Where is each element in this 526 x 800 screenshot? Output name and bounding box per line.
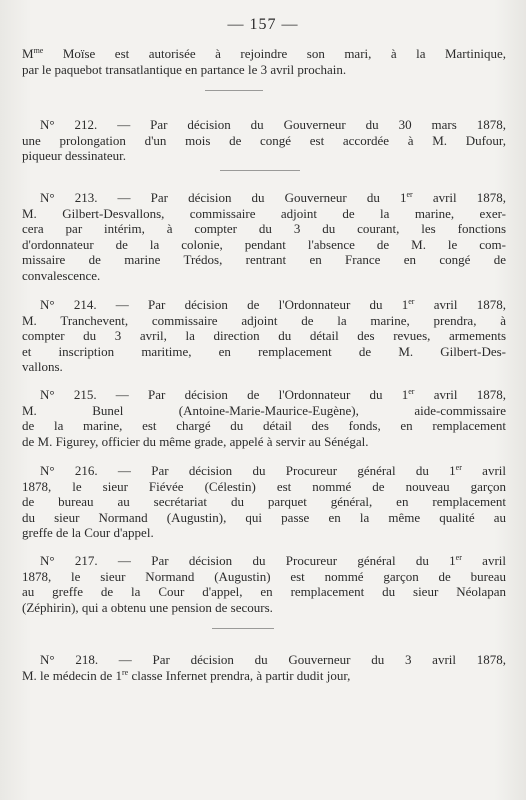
text-line: convalescence. <box>22 267 101 283</box>
text-line: d'ordonnateur de la colonie, pendant l'absence de M. le com- <box>22 236 506 252</box>
text-line: (Zéphirin), qui a obtenu une pension de secours. <box>22 599 273 615</box>
text-line: 1878, le sieur Normand (Augustin) est nommé garçon de bureau <box>22 568 506 584</box>
text-line: N° 216. — Par décision du Procureur général du 1er avril <box>40 463 506 478</box>
text-line: N° 212. — Par décision du Gouverneur du 30 mars 1878, <box>40 117 506 132</box>
text-line: N° 213. — Par décision du Gouverneur du 1er avril 1878, <box>40 190 506 205</box>
text-line: $M^{me}$ Moïse est autorisée à rejoindre son mari, à la Martinique, <box>22 46 506 61</box>
text-line: N° 215. — Par décision de l'Ordonnateur du 1er avril 1878, <box>40 387 506 402</box>
text-line: compter du 3 avril, la direction du détail des revues, armements <box>22 328 506 344</box>
text-line: M. Bunel (Antoine-Marie-Maurice-Eugène), aide-commissaire <box>22 402 506 418</box>
text-line: 1878, le sieur Fiévée (Célestin) est nommé de nouveau garçon <box>22 478 506 494</box>
text-line: du sieur Normand (Augustin), qui passe en la même qualité au <box>22 509 506 525</box>
paragraph-212 <box>22 117 506 164</box>
text-line: et inscription maritime, en remplacement de M. Gilbert-Des- <box>22 343 506 359</box>
text-line: N° 218. — Par décision du Gouverneur du 3 avril 1878, <box>40 652 506 667</box>
text-line: greffe de la Cour d'appel. <box>22 525 154 541</box>
text-line: de la marine, est chargé du détail des fonds, en remplacement <box>22 418 506 434</box>
text-line: M. le médecin de 1re classe Infernet prendra, à partir dudit jour, <box>22 667 351 683</box>
text-line: piqueur dessinateur. <box>22 148 126 164</box>
paragraph-214 <box>22 297 506 375</box>
paragraph-continuation <box>22 46 506 77</box>
text-line: N° 214. — Par décision de l'Ordonnateur du 1er avril 1878, <box>40 297 506 312</box>
section-divider <box>220 170 300 171</box>
section-divider <box>212 628 274 629</box>
text-line: par le paquebot transatlantique en partance le 3 avril prochain. <box>22 61 347 77</box>
text-line: missaire de marine Trédos, rentrant en France en congé de <box>22 252 506 268</box>
text-line: M. Tranchevent, commissaire adjoint de la marine, prendra, à <box>22 312 506 328</box>
page-number: — 157 — <box>227 16 299 33</box>
section-divider <box>205 90 263 91</box>
paragraph-216 <box>22 463 506 541</box>
text-line: M. Gilbert-Desvallons, commissaire adjoint de la marine, exer- <box>22 205 506 221</box>
paragraph-218 <box>22 652 506 683</box>
text-line: cera par intérim, à compter du 3 du courant, les fonctions <box>22 221 506 237</box>
text-line: N° 217. — Par décision du Procureur général du 1er avril <box>40 553 506 568</box>
text-line: au greffe de la Cour d'appel, en remplacement du sieur Néolapan <box>22 584 506 600</box>
text-line: de M. Figurey, officier du même grade, appelé à servir au Sénégal. <box>22 433 369 449</box>
text-line: une prolongation d'un mois de congé est accordée à M. Dufour, <box>22 132 506 148</box>
paragraph-215 <box>22 387 506 449</box>
text-line: de bureau au secrétariat du parquet général, en remplacement <box>22 494 506 510</box>
paragraph-217 <box>22 553 506 615</box>
paragraph-213 <box>22 190 506 284</box>
text-line: vallons. <box>22 359 63 375</box>
